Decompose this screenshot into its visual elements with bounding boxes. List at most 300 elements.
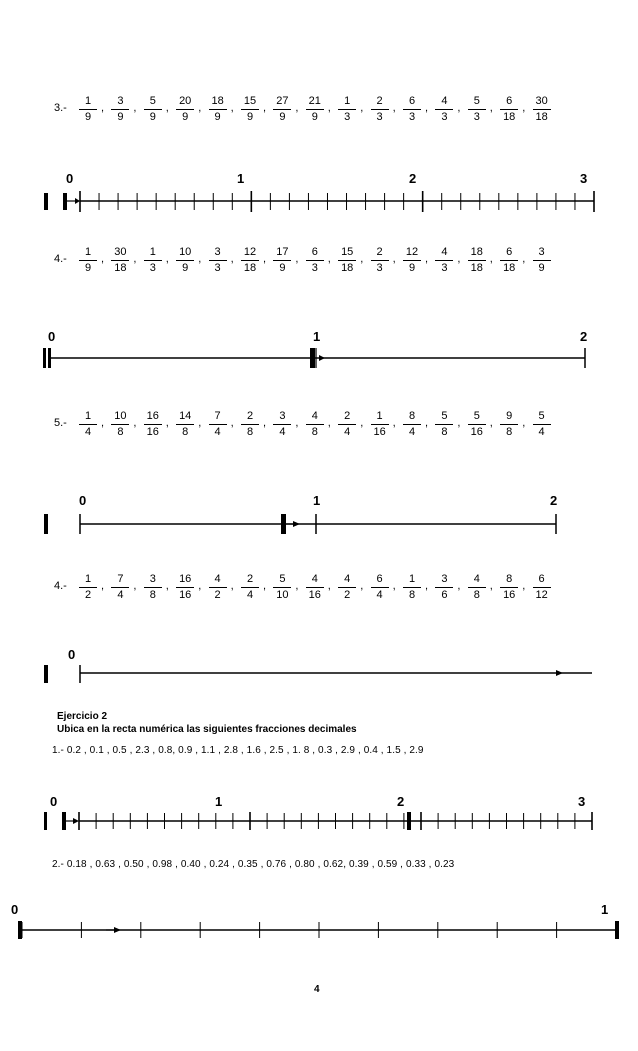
numerator: 4 bbox=[473, 573, 480, 585]
fraction bbox=[369, 573, 391, 602]
fraction-bar bbox=[176, 260, 194, 261]
numerator: 7 bbox=[214, 410, 221, 422]
numerator: 7 bbox=[117, 573, 124, 585]
denominator: 8 bbox=[441, 426, 448, 438]
comma-separator: , bbox=[522, 580, 526, 592]
fraction-bar bbox=[468, 109, 486, 110]
fraction-bar bbox=[144, 424, 162, 425]
number-line-1 bbox=[0, 165, 638, 215]
denominator: 9 bbox=[84, 111, 92, 123]
numerator: 4 bbox=[344, 573, 351, 585]
comma-separator: , bbox=[327, 417, 331, 429]
numerator: 1 bbox=[84, 410, 92, 422]
numerator: 2 bbox=[376, 246, 383, 258]
comma-separator: , bbox=[133, 102, 137, 114]
fraction-bar bbox=[241, 587, 259, 588]
denominator: 16 bbox=[179, 589, 192, 601]
denominator: 18 bbox=[470, 262, 483, 274]
comma-separator: , bbox=[392, 580, 396, 592]
fraction-bar bbox=[209, 587, 227, 588]
denominator: 4 bbox=[408, 426, 416, 438]
denominator: 9 bbox=[182, 262, 189, 274]
fraction bbox=[271, 246, 293, 275]
left-block-marker bbox=[44, 665, 48, 683]
numerator: 5 bbox=[473, 95, 480, 107]
comma-separator: , bbox=[101, 417, 105, 429]
numerator: 4 bbox=[311, 410, 318, 422]
fraction bbox=[207, 246, 229, 275]
denominator: 12 bbox=[535, 589, 548, 601]
numerator: 1 bbox=[149, 246, 156, 258]
denominator: 16 bbox=[503, 589, 516, 601]
numerator: 10 bbox=[114, 410, 127, 422]
fraction bbox=[531, 246, 553, 275]
numerator: 3 bbox=[441, 573, 448, 585]
mid-block-marker bbox=[310, 348, 315, 368]
numerator: 6 bbox=[538, 573, 545, 585]
fraction bbox=[304, 95, 326, 124]
numerator: 2 bbox=[376, 95, 383, 107]
fraction-bar bbox=[403, 109, 421, 110]
fraction-bar bbox=[468, 424, 486, 425]
fraction bbox=[531, 573, 553, 602]
mid-block-marker bbox=[281, 514, 286, 534]
left-block-marker bbox=[18, 921, 22, 939]
fraction-bar bbox=[371, 424, 389, 425]
fraction-bar bbox=[176, 109, 194, 110]
label-0: 0 bbox=[48, 329, 56, 344]
comma-separator: , bbox=[295, 580, 299, 592]
label-2: 2 bbox=[580, 329, 588, 344]
fraction-bar bbox=[435, 587, 453, 588]
fraction bbox=[369, 95, 391, 124]
comma-separator: , bbox=[360, 102, 364, 114]
fraction bbox=[336, 573, 358, 602]
denominator: 8 bbox=[408, 589, 416, 601]
numerator: 8 bbox=[408, 410, 416, 422]
fraction-bar bbox=[338, 424, 356, 425]
fraction-bar bbox=[111, 260, 129, 261]
numerator: 6 bbox=[506, 246, 513, 258]
denominator: 3 bbox=[214, 262, 221, 274]
comma-separator: , bbox=[198, 417, 202, 429]
label-1: 1 bbox=[313, 329, 321, 344]
fraction bbox=[433, 573, 455, 602]
comma-separator: , bbox=[165, 253, 169, 265]
denominator: 10 bbox=[276, 589, 289, 601]
comma-separator: , bbox=[425, 417, 429, 429]
comma-separator: , bbox=[360, 417, 364, 429]
denominator: 3 bbox=[344, 111, 351, 123]
comma-separator: , bbox=[392, 253, 396, 265]
comma-separator: , bbox=[327, 253, 331, 265]
numerator: 30 bbox=[535, 95, 548, 107]
denominator: 18 bbox=[243, 262, 257, 274]
comma-separator: , bbox=[522, 102, 526, 114]
numerator: 12 bbox=[243, 246, 257, 258]
fraction-bar bbox=[111, 109, 129, 110]
comma-separator: , bbox=[165, 417, 169, 429]
fraction-bar bbox=[144, 587, 162, 588]
fraction bbox=[109, 246, 131, 275]
label-0: 0 bbox=[68, 647, 76, 662]
denominator: 3 bbox=[408, 111, 416, 123]
comma-separator: , bbox=[133, 253, 137, 265]
numerator: 16 bbox=[179, 573, 192, 585]
denominator: 9 bbox=[214, 111, 221, 123]
numerator: 3 bbox=[117, 95, 124, 107]
fraction-bar bbox=[435, 424, 453, 425]
two-block-marker bbox=[407, 812, 411, 830]
fraction bbox=[433, 246, 455, 275]
label-3: 3 bbox=[578, 794, 586, 809]
fraction-bar bbox=[306, 260, 324, 261]
fraction-bar bbox=[371, 109, 389, 110]
denominator: 9 bbox=[279, 262, 286, 274]
denominator: 8 bbox=[182, 426, 189, 438]
numerator: 9 bbox=[506, 410, 513, 422]
left-block-marker bbox=[44, 812, 47, 830]
denominator: 18 bbox=[503, 111, 516, 123]
fraction bbox=[77, 573, 99, 602]
numerator: 3 bbox=[538, 246, 545, 258]
left-block-marker bbox=[44, 514, 48, 534]
comma-separator: , bbox=[489, 253, 493, 265]
label-1: 1 bbox=[601, 902, 609, 917]
comma-separator: , bbox=[101, 580, 105, 592]
comma-separator: , bbox=[165, 102, 169, 114]
fraction bbox=[142, 410, 164, 439]
numerator: 17 bbox=[276, 246, 289, 258]
denominator: 16 bbox=[308, 589, 321, 601]
fraction-bar bbox=[144, 260, 162, 261]
numerator: 16 bbox=[146, 410, 159, 422]
label-0: 0 bbox=[50, 794, 58, 809]
decimal-list-2: 2.- 0.18 , 0.63 , 0.50 , 0.98 , 0.40 , 0.24 , 0.35 , 0.76 , 0.80 , 0.62, 0.39 , 0.59 , 0.33 , 0.23 bbox=[52, 859, 455, 870]
numerator: 1 bbox=[84, 246, 92, 258]
numerator: 3 bbox=[214, 246, 221, 258]
comma-separator: , bbox=[198, 253, 202, 265]
numerator: 5 bbox=[279, 573, 286, 585]
fraction-bar bbox=[338, 587, 356, 588]
fraction bbox=[174, 95, 196, 124]
fraction-bar bbox=[273, 587, 291, 588]
numerator: 4 bbox=[441, 95, 448, 107]
decimal-list-1: 1.- 0.2 , 0.1 , 0.5 , 2.3 , 0.8, 0.9 , 1.1 , 2.8 , 1.6 , 2.5 , 1. 8 , 0.3 , 2.9 , 0.4 , 1.5 , 2.9 bbox=[52, 745, 424, 756]
denominator: 9 bbox=[246, 111, 254, 123]
fraction-bar bbox=[79, 109, 97, 110]
comma-separator: , bbox=[522, 253, 526, 265]
fraction bbox=[239, 95, 261, 124]
numerator: 4 bbox=[214, 573, 221, 585]
numerator: 4 bbox=[311, 573, 318, 585]
label-0: 0 bbox=[79, 493, 87, 508]
numerator: 1 bbox=[376, 410, 383, 422]
numerator: 18 bbox=[211, 95, 224, 107]
number-line-6 bbox=[0, 895, 638, 945]
denominator: 4 bbox=[376, 589, 383, 601]
fraction bbox=[433, 95, 455, 124]
fraction-bar bbox=[403, 587, 421, 588]
numerator: 14 bbox=[179, 410, 192, 422]
fraction-bar bbox=[306, 587, 324, 588]
comma-separator: , bbox=[230, 253, 234, 265]
fraction-bar bbox=[273, 424, 291, 425]
fraction bbox=[207, 95, 229, 124]
numerator: 10 bbox=[179, 246, 192, 258]
comma-separator: , bbox=[457, 102, 461, 114]
number-line-3 bbox=[0, 490, 638, 540]
zero-block-marker bbox=[62, 812, 66, 830]
comma-separator: , bbox=[263, 417, 267, 429]
numerator: 6 bbox=[408, 95, 416, 107]
page-number: 4 bbox=[314, 984, 320, 995]
fraction bbox=[466, 573, 488, 602]
fraction-bar bbox=[209, 424, 227, 425]
denominator: 9 bbox=[311, 111, 318, 123]
comma-separator: , bbox=[457, 417, 461, 429]
denominator: 8 bbox=[311, 426, 318, 438]
denominator: 16 bbox=[373, 426, 386, 438]
fraction bbox=[77, 246, 99, 275]
numerator: 6 bbox=[311, 246, 318, 258]
label-1: 1 bbox=[313, 493, 321, 508]
denominator: 9 bbox=[538, 262, 545, 274]
label-2: 2 bbox=[397, 794, 405, 809]
fraction-bar bbox=[533, 109, 551, 110]
fraction bbox=[142, 246, 164, 275]
fraction bbox=[271, 410, 293, 439]
fraction bbox=[369, 410, 391, 439]
fraction-bar bbox=[403, 424, 421, 425]
comma-separator: , bbox=[489, 580, 493, 592]
comma-separator: , bbox=[165, 580, 169, 592]
denominator: 9 bbox=[182, 111, 189, 123]
comma-separator: , bbox=[263, 102, 267, 114]
exercise-number: 5.- bbox=[54, 417, 67, 429]
number-line-2 bbox=[0, 327, 638, 377]
denominator: 9 bbox=[408, 262, 416, 274]
numerator: 2 bbox=[344, 410, 351, 422]
comma-separator: , bbox=[295, 253, 299, 265]
fraction-bar bbox=[111, 424, 129, 425]
numerator: 4 bbox=[441, 246, 448, 258]
numerator: 30 bbox=[114, 246, 127, 258]
fraction-bar bbox=[338, 109, 356, 110]
fraction-bar bbox=[273, 109, 291, 110]
fraction bbox=[498, 410, 520, 439]
denominator: 4 bbox=[246, 589, 254, 601]
numerator: 3 bbox=[279, 410, 286, 422]
comma-separator: , bbox=[425, 580, 429, 592]
numerator: 2 bbox=[246, 573, 254, 585]
fraction bbox=[336, 95, 358, 124]
comma-separator: , bbox=[489, 417, 493, 429]
fraction-bar bbox=[241, 109, 259, 110]
denominator: 6 bbox=[441, 589, 448, 601]
fraction bbox=[401, 573, 423, 602]
numerator: 15 bbox=[341, 246, 354, 258]
denominator: 9 bbox=[117, 111, 124, 123]
denominator: 2 bbox=[84, 589, 92, 601]
denominator: 8 bbox=[149, 589, 156, 601]
comma-separator: , bbox=[489, 102, 493, 114]
numerator: 27 bbox=[276, 95, 289, 107]
ejercicio2-title: Ejercicio 2 bbox=[57, 711, 108, 722]
fraction-bar bbox=[468, 587, 486, 588]
fraction-bar bbox=[403, 260, 421, 261]
fraction bbox=[304, 573, 326, 602]
denominator: 3 bbox=[473, 111, 480, 123]
ejercicio2-subtitle: Ubica en la recta numérica las siguientes fracciones decimales bbox=[57, 724, 357, 735]
fraction bbox=[369, 246, 391, 275]
fraction-bar bbox=[79, 424, 97, 425]
denominator: 4 bbox=[279, 426, 286, 438]
comma-separator: , bbox=[425, 102, 429, 114]
comma-separator: , bbox=[327, 102, 331, 114]
fraction bbox=[401, 410, 423, 439]
numerator: 8 bbox=[506, 573, 513, 585]
numerator: 15 bbox=[243, 95, 257, 107]
fraction bbox=[271, 95, 293, 124]
denominator: 4 bbox=[84, 426, 92, 438]
numerator: 5 bbox=[441, 410, 448, 422]
fraction-bar bbox=[371, 260, 389, 261]
exercise-number: 3.- bbox=[54, 102, 67, 114]
fraction-bar bbox=[533, 424, 551, 425]
fraction-bar bbox=[209, 109, 227, 110]
fraction bbox=[304, 410, 326, 439]
fraction-bar bbox=[500, 260, 518, 261]
fraction-bar bbox=[176, 424, 194, 425]
numerator: 1 bbox=[408, 573, 416, 585]
fraction bbox=[466, 410, 488, 439]
label-2: 2 bbox=[550, 493, 558, 508]
comma-separator: , bbox=[360, 580, 364, 592]
denominator: 16 bbox=[146, 426, 159, 438]
numerator: 1 bbox=[344, 95, 351, 107]
fraction bbox=[401, 246, 423, 275]
denominator: 9 bbox=[84, 262, 92, 274]
fraction bbox=[77, 410, 99, 439]
fraction-bar bbox=[79, 260, 97, 261]
fraction bbox=[401, 95, 423, 124]
numerator: 12 bbox=[405, 246, 419, 258]
denominator: 8 bbox=[246, 426, 254, 438]
fraction-bar bbox=[144, 109, 162, 110]
fraction bbox=[498, 246, 520, 275]
exercise-number: 4.- bbox=[54, 253, 67, 265]
fraction-bar bbox=[435, 109, 453, 110]
fraction-bar bbox=[500, 424, 518, 425]
comma-separator: , bbox=[457, 580, 461, 592]
comma-separator: , bbox=[101, 253, 105, 265]
comma-separator: , bbox=[522, 417, 526, 429]
denominator: 4 bbox=[214, 426, 221, 438]
zero-block-marker bbox=[63, 193, 67, 210]
comma-separator: , bbox=[425, 253, 429, 265]
fraction bbox=[77, 95, 99, 124]
label-1: 1 bbox=[237, 171, 245, 186]
label-0: 0 bbox=[11, 902, 19, 917]
numerator: 5 bbox=[538, 410, 545, 422]
denominator: 9 bbox=[149, 111, 156, 123]
exercise-number: 4.- bbox=[54, 580, 67, 592]
comma-separator: , bbox=[263, 253, 267, 265]
denominator: 18 bbox=[503, 262, 516, 274]
denominator: 3 bbox=[441, 111, 448, 123]
fraction bbox=[239, 410, 261, 439]
fraction-bar bbox=[533, 587, 551, 588]
arrow-marker bbox=[293, 521, 300, 527]
denominator: 3 bbox=[149, 262, 156, 274]
fraction bbox=[466, 246, 488, 275]
comma-separator: , bbox=[295, 102, 299, 114]
fraction bbox=[174, 246, 196, 275]
comma-separator: , bbox=[198, 102, 202, 114]
comma-separator: , bbox=[230, 102, 234, 114]
denominator: 8 bbox=[117, 426, 124, 438]
denominator: 2 bbox=[214, 589, 221, 601]
comma-separator: , bbox=[230, 580, 234, 592]
fraction bbox=[109, 410, 131, 439]
label-1: 1 bbox=[215, 794, 223, 809]
denominator: 18 bbox=[114, 262, 127, 274]
number-line-4 bbox=[0, 645, 638, 690]
label-3: 3 bbox=[580, 171, 588, 186]
fraction bbox=[174, 573, 196, 602]
label-2: 2 bbox=[409, 171, 417, 186]
fraction bbox=[207, 573, 229, 602]
comma-separator: , bbox=[457, 253, 461, 265]
arrow-marker bbox=[556, 670, 563, 676]
denominator: 2 bbox=[344, 589, 351, 601]
comma-separator: , bbox=[133, 417, 137, 429]
numerator: 18 bbox=[470, 246, 483, 258]
fraction bbox=[174, 410, 196, 439]
numerator: 2 bbox=[246, 410, 254, 422]
fraction-bar bbox=[306, 109, 324, 110]
fraction bbox=[109, 95, 131, 124]
comma-separator: , bbox=[263, 580, 267, 592]
label-0: 0 bbox=[66, 171, 74, 186]
comma-separator: , bbox=[230, 417, 234, 429]
arrow-marker bbox=[319, 355, 325, 361]
fraction bbox=[304, 246, 326, 275]
fraction bbox=[207, 410, 229, 439]
fraction-bar bbox=[500, 109, 518, 110]
fraction-bar bbox=[533, 260, 551, 261]
fraction-bar bbox=[435, 260, 453, 261]
left-block-marker bbox=[43, 348, 46, 368]
fraction bbox=[531, 95, 553, 124]
fraction bbox=[498, 95, 520, 124]
comma-separator: , bbox=[392, 417, 396, 429]
denominator: 3 bbox=[376, 111, 383, 123]
fraction-bar bbox=[176, 587, 194, 588]
fraction-bar bbox=[111, 587, 129, 588]
numerator: 21 bbox=[308, 95, 321, 107]
comma-separator: , bbox=[101, 102, 105, 114]
fraction-bar bbox=[241, 424, 259, 425]
comma-separator: , bbox=[133, 580, 137, 592]
fraction bbox=[531, 410, 553, 439]
fraction-bar bbox=[500, 587, 518, 588]
denominator: 9 bbox=[279, 111, 286, 123]
denominator: 3 bbox=[441, 262, 448, 274]
denominator: 16 bbox=[470, 426, 483, 438]
numerator: 5 bbox=[473, 410, 480, 422]
